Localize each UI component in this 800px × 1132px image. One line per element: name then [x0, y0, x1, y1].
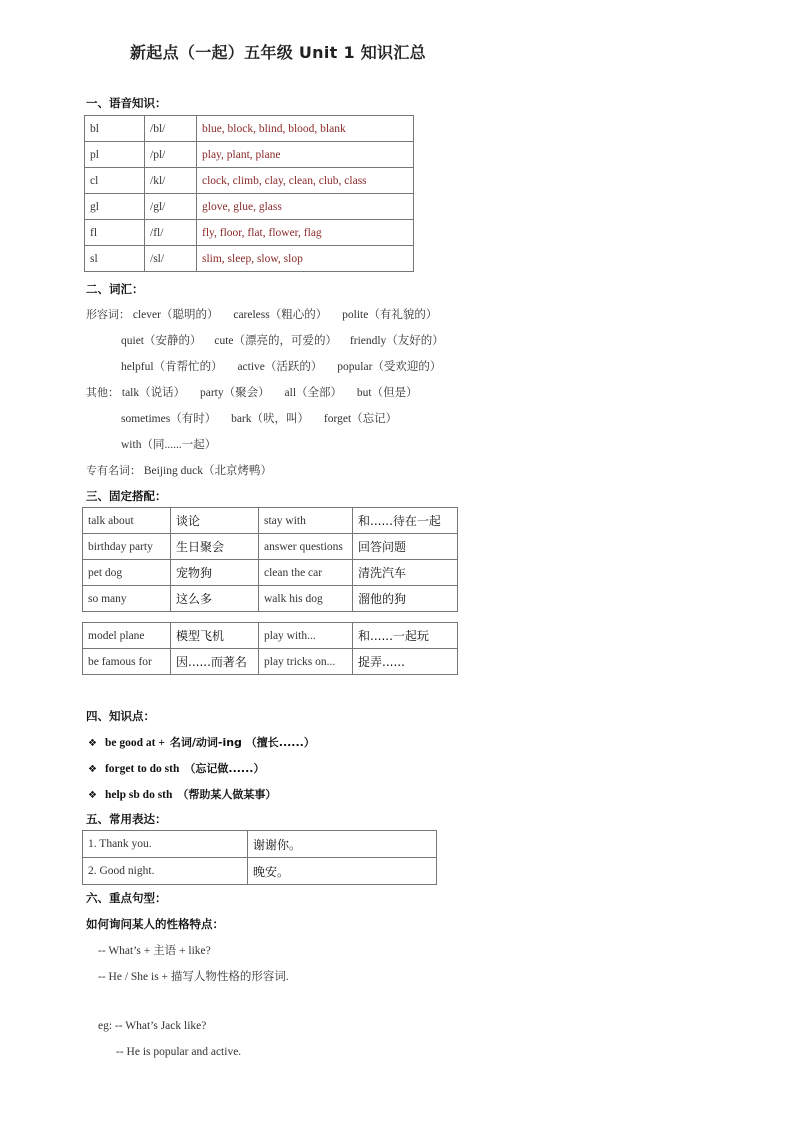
section-heading-phonics: 一、语音知识： — [86, 96, 167, 110]
phonics-row — [85, 116, 414, 142]
sentence-pattern-question: -- What’s + 主语 + like? — [98, 945, 211, 957]
phonics-words: fly, floor, flat, flower, flag — [197, 220, 414, 246]
collocation-en: model plane — [83, 623, 171, 649]
diamond-bullet-icon: ❖ — [88, 764, 97, 775]
phonics-letters: cl — [85, 168, 145, 194]
collocation-row — [83, 586, 458, 612]
vocab-adj-line-2: quiet（安静的） cute（漂亮的，可爱的） friendly（友好的） — [121, 335, 444, 347]
phonics-letters: sl — [85, 246, 145, 272]
collocation-cn: 和......待在一起 — [353, 508, 458, 534]
collocation-en: birthday party — [83, 534, 171, 560]
collocation-cn: 捉弄...... — [353, 649, 458, 675]
sentence-pattern-answer: -- He / She is + 描写人物性格的形容词. — [98, 971, 289, 983]
collocation-cn: 因......而著名 — [171, 649, 259, 675]
phonics-sound: /sl/ — [145, 246, 197, 272]
collocation-cn: 回答问题 — [353, 534, 458, 560]
knowledge-cn: （忘记做......） — [184, 762, 265, 775]
collocation-cn: 模型飞机 — [171, 623, 259, 649]
phonics-letters: bl — [85, 116, 145, 142]
section-heading-collocations: 三、固定搭配： — [86, 489, 167, 503]
collocation-row — [83, 508, 458, 534]
collocation-en: talk about — [83, 508, 171, 534]
vocab-other-line-2: sometimes（有时） bark（吠，叫） forget（忘记） — [121, 413, 398, 425]
expression-row — [83, 831, 437, 858]
phonics-words: blue, block, blind, blood, blank — [197, 116, 414, 142]
section-heading-vocab: 二、词汇： — [86, 282, 144, 296]
knowledge-point — [88, 734, 315, 750]
example-answer: -- He is popular and active. — [116, 1046, 242, 1058]
collocation-en: stay with — [259, 508, 353, 534]
vocab-other-line-1: 其他： talk（说话） party（聚会） all（全部） but（但是） — [86, 386, 418, 399]
page-title: 新起点（一起）五年级 Unit 1 知识汇总 — [130, 43, 426, 62]
knowledge-cn: （帮助某人做某事） — [177, 788, 277, 801]
phonics-words: play, plant, plane — [197, 142, 414, 168]
section-heading-expressions: 五、常用表达： — [86, 812, 167, 826]
knowledge-en: forget to do sth — [104, 763, 180, 775]
collocation-row — [83, 623, 458, 649]
phonics-sound: /kl/ — [145, 168, 197, 194]
phonics-words: slim, sleep, slow, slop — [197, 246, 414, 272]
phonics-letters: fl — [85, 220, 145, 246]
collocation-en: walk his dog — [259, 586, 353, 612]
collocation-cn: 溜他的狗 — [353, 586, 458, 612]
collocation-en: pet dog — [83, 560, 171, 586]
collocation-row — [83, 649, 458, 675]
example-question: eg: -- What’s Jack like? — [98, 1020, 207, 1032]
vocab-adj-line-1: 形容词： clever（聪明的） careless（粗心的） polite（有礼貌的） — [86, 308, 438, 321]
knowledge-en: help sb do sth — [104, 789, 173, 801]
collocation-en: play tricks on... — [259, 649, 353, 675]
phonics-sound: /pl/ — [145, 142, 197, 168]
collocation-en: so many — [83, 586, 171, 612]
knowledge-cn: 名词/动词-ing （擅长......） — [169, 736, 315, 749]
collocation-table-2 — [82, 622, 458, 675]
expression-en: 2. Good night. — [83, 858, 248, 885]
sentence-subtitle: 如何询问某人的性格特点： — [86, 917, 224, 931]
collocation-cn: 生日聚会 — [171, 534, 259, 560]
section-heading-sentences: 六、重点句型： — [86, 891, 167, 905]
phonics-row — [85, 246, 414, 272]
collocation-cn: 宠物狗 — [171, 560, 259, 586]
phonics-row — [85, 194, 414, 220]
collocation-cn: 清洗汽车 — [353, 560, 458, 586]
phonics-words: glove, glue, glass — [197, 194, 414, 220]
phonics-row — [85, 168, 414, 194]
collocation-en: answer questions — [259, 534, 353, 560]
collocation-en: be famous for — [83, 649, 171, 675]
phonics-row — [85, 142, 414, 168]
expression-row — [83, 858, 437, 885]
vocab-adj-line-3: helpful（肯帮忙的） active（活跃的） popular（受欢迎的） — [121, 361, 442, 373]
collocation-en: play with... — [259, 623, 353, 649]
collocation-row — [83, 560, 458, 586]
phonics-table — [84, 115, 414, 272]
phonics-sound: /bl/ — [145, 116, 197, 142]
diamond-bullet-icon: ❖ — [88, 790, 97, 801]
vocab-other-line-3: with（同......一起） — [121, 439, 217, 451]
collocation-table-1 — [82, 507, 458, 612]
knowledge-en: be good at + — [104, 737, 165, 749]
collocation-cn: 这么多 — [171, 586, 259, 612]
collocation-en: clean the car — [259, 560, 353, 586]
diamond-bullet-icon: ❖ — [88, 738, 97, 749]
expression-en: 1. Thank you. — [83, 831, 248, 858]
section-heading-knowledge: 四、知识点： — [86, 709, 155, 723]
knowledge-point — [88, 760, 264, 776]
vocab-proper-line: 专有名词： Beijing duck（北京烤鸭） — [86, 464, 272, 477]
phonics-words: clock, climb, clay, clean, club, class — [197, 168, 414, 194]
collocation-cn: 和......一起玩 — [353, 623, 458, 649]
collocation-cn: 谈论 — [171, 508, 259, 534]
expression-cn: 谢谢你。 — [248, 831, 437, 858]
expression-table — [82, 830, 437, 885]
collocation-row — [83, 534, 458, 560]
phonics-sound: /fl/ — [145, 220, 197, 246]
phonics-letters: pl — [85, 142, 145, 168]
expression-cn: 晚安。 — [248, 858, 437, 885]
phonics-sound: /gl/ — [145, 194, 197, 220]
phonics-letters: gl — [85, 194, 145, 220]
phonics-row — [85, 220, 414, 246]
knowledge-point — [88, 786, 276, 802]
